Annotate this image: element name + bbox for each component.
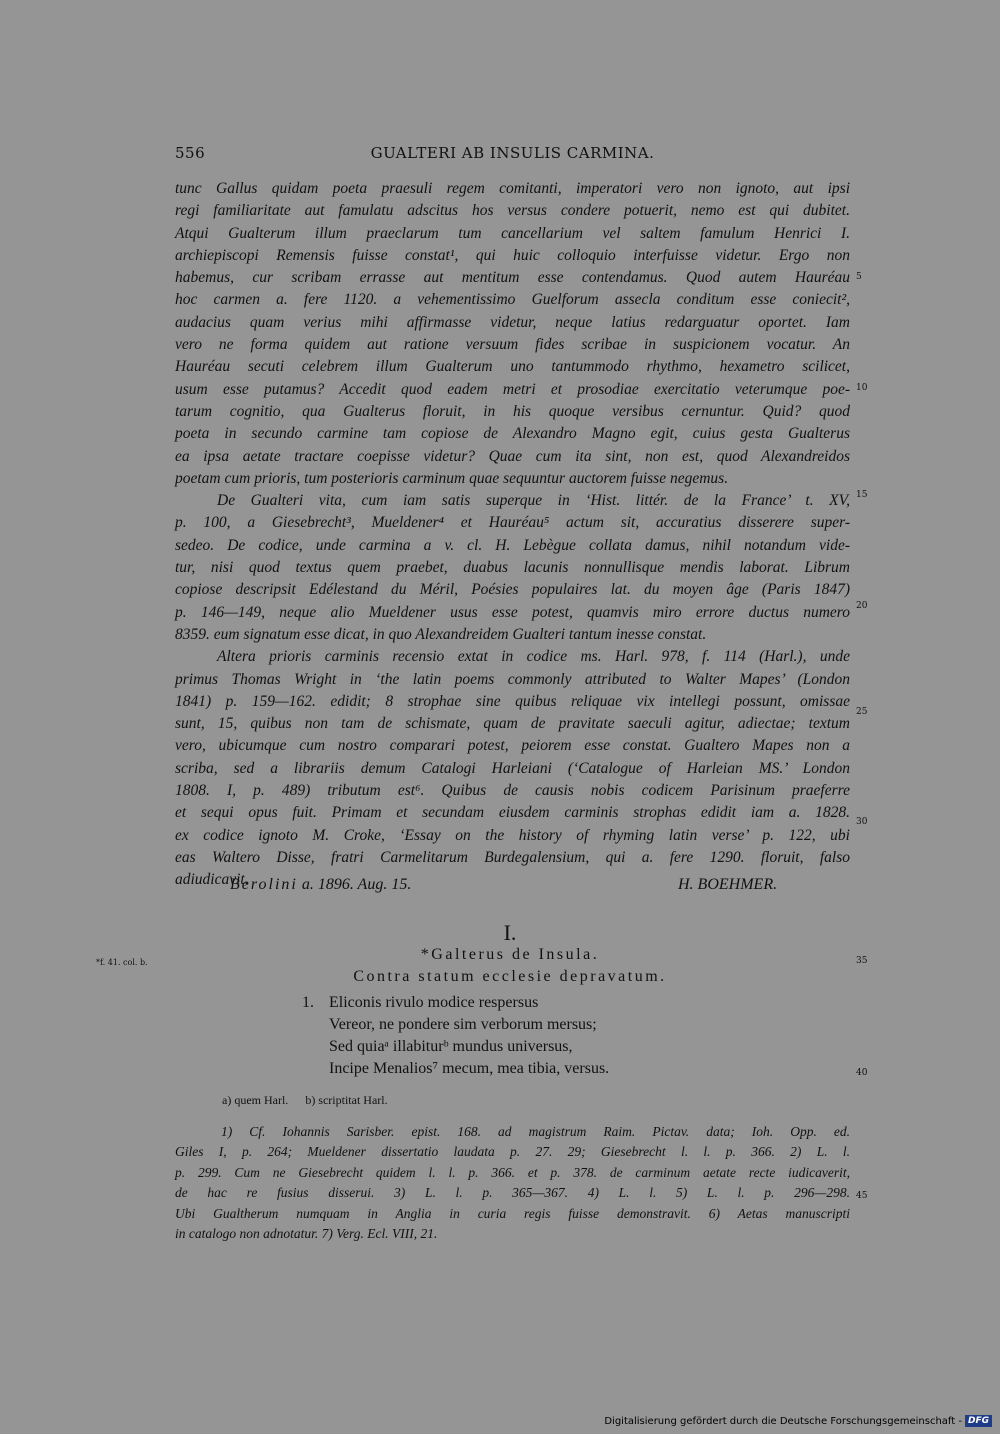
- footnote-line: 1) Cf. Iohannis Sarisber. epist. 168. ad magistrum Raim. Pictav. data; Ioh. Opp. ed.: [221, 1124, 850, 1139]
- line-number: 35: [856, 956, 868, 966]
- text-line: copiose descripsit Edélestand du Méril, Poésies populaires lat. du moyen âge (Paris 1847): [175, 581, 850, 599]
- poem-heading: *Galterus de Insula.: [420, 946, 600, 963]
- verse-line: Sed quiaᵃ illabiturᵇ mundus universus,: [329, 1038, 573, 1055]
- text-line: tunc Gallus quidam poeta praesuli regem comitanti, imperatori vero non ignoto, aut ipsi: [175, 180, 850, 197]
- line-number: 10: [856, 383, 868, 393]
- running-title: GUALTERI AB INSULIS CARMINA.: [370, 144, 655, 162]
- line-number: 45: [856, 1191, 868, 1201]
- line-number: 15: [856, 490, 868, 500]
- stanza-number: 1.: [302, 994, 314, 1011]
- text-line: regi familiaritate aut famulatu adscitus hos versus condere potuerit, nemo est qui dubitet.: [175, 202, 850, 220]
- text-line: audacius quam verius mihi affirmasse videtur, neque latius redarguatur oportet. Iam: [175, 313, 850, 331]
- text-line: 1841) p. 159—162. edidit; 8 strophae sine quibus reliquae vix intellegi possunt, omissae: [175, 692, 850, 710]
- signature-date: a. 1896. Aug. 15.: [301, 876, 412, 893]
- text-line: primus Thomas Wright in ‘the latin poems commonly attributed to Walter Mapes’ (London: [175, 670, 850, 688]
- digitization-credit: [604, 1415, 992, 1427]
- manuscript-reference: *f. 41. col. b.: [96, 958, 148, 967]
- introduction-text: [175, 178, 850, 892]
- signature-place-date: [230, 876, 411, 894]
- signature-place: Berolini: [230, 876, 298, 893]
- credit-text: Digitalisierung gefördert durch die Deutsche Forschungsgemeinschaft -: [604, 1415, 962, 1427]
- stanza: [302, 992, 609, 1080]
- text-line: adiudicavit.: [175, 871, 249, 889]
- text-line: et sequi opus fuit. Primam et secundam eiusdem carminis strophas edidit iam a. 1828.: [175, 804, 850, 822]
- footnote-line: in catalogo non adnotatur. 7) Verg. Ecl. VIII, 21.: [175, 1225, 438, 1241]
- verse-line: Vereor, ne pondere sim verborum mersus;: [329, 1016, 597, 1033]
- text-line: tarum cognitio, qua Gualterus floruit, in his quoque versibus cernuntur. Quid? quod: [175, 402, 850, 420]
- line-number: 25: [856, 707, 868, 717]
- text-line: 1808. I, p. 489) tributum est⁶. Quibus de causis nobis codicem Parisinum praeferre: [175, 782, 850, 800]
- text-line: vero, ubicumque cum nostro comparari potest, peiorem esse constat. Gualtero Mapes non a: [175, 737, 850, 755]
- line-number: 20: [856, 601, 868, 611]
- text-line: eas Waltero Disse, fratri Carmelitarum Burdegalensium, qui a. fere 1290. floruit, falso: [175, 848, 850, 866]
- variant-note: a) quem Harl.: [222, 1093, 289, 1107]
- verse-text: Eliconis rivulo modice respersus: [329, 994, 539, 1011]
- text-line: poetam cum prioris, tum posterioris carminum quae sequuntur auctorem fuisse negemus.: [175, 469, 729, 487]
- text-line: ex codice ignoto M. Croke, ‘Essay on the history of rhyming latin verse’ p. 122, ubi: [175, 826, 850, 844]
- poem-subheading: Contra statum ecclesie depravatum.: [353, 968, 667, 985]
- text-line: hoc carmen a. fere 1120. a vehementissimo Guelforum assecla conditum esse coniecit²,: [175, 291, 850, 309]
- line-number: 30: [856, 817, 868, 827]
- footnote-line: de hac re fusius disserui. 3) L. l. p. 365—367. 4) L. l. 5) L. l. p. 296—298.: [175, 1185, 850, 1201]
- text-line: tur, nisi quod textus quem praebet, duabus lacunis nonnullisque mendis laborat. Librum: [175, 559, 850, 577]
- text-line: sunt, 15, quibus non tam de schismate, quam de pravitate saeculi agitur, adiectae; textum: [175, 715, 850, 733]
- text-line: vero ne forma quidem aut ratione versuum fides scribae in suspicionem vocatur. An: [175, 336, 850, 354]
- signature-author: H. BOEHMER.: [678, 876, 778, 893]
- text-line: habemus, cur scribam errasse aut mentitum esse contendamus. Quod autem Hauréau: [175, 269, 850, 287]
- text-line: poeta in secundo carmine tam copiose de Alexandro Magno egit, cuius gesta Gualterus: [175, 425, 850, 443]
- line-number: 5: [856, 272, 862, 282]
- text-line: p. 100, a Giesebrecht³, Mueldener⁴ et Hauréau⁵ actum sit, accuratius disserere super-: [175, 514, 850, 532]
- verse-line: Incipe Menalios⁷ mecum, mea tibia, versus.: [329, 1060, 610, 1077]
- footnote-line: p. 299. Cum ne Giesebrecht quidem l. l. p. 366. et p. 378. de carminum aetate recte iudicaverit,: [175, 1164, 850, 1180]
- footnotes: [175, 1122, 850, 1244]
- footnote-line: Giles I, p. 264; Mueldener dissertatio laudata p. 27. 29; Giesebrecht l. l. p. 366. 2) L. l.: [175, 1144, 850, 1160]
- text-line: Hauréau secuti celebrem illum Gualterum uno tantummodo rhythmo, hexametro scilicet,: [175, 358, 850, 376]
- footnote-line: Ubi Gualtherum numquam in Anglia in curia regis fuisse demonstravit. 6) Aetas manuscripti: [175, 1205, 850, 1221]
- text-line: De Gualteri vita, cum iam satis superque in ‘Hist. littér. de la France’ t. XV,: [217, 492, 850, 510]
- verse-line: [302, 992, 609, 1014]
- text-line: sedeo. De codice, unde carmina a v. cl. H. Lebègue collata damus, nihil notandum vide-: [175, 536, 850, 554]
- page-number: 556: [175, 144, 206, 162]
- line-number: 40: [856, 1068, 868, 1078]
- text-line: ea ipsa aetate tractare coepisse videtur? Quae cum ita sint, non est, quod Alexandreidos: [175, 447, 850, 465]
- text-line: usum esse putamus? Accedit quod eadem metri et prosodiae exercitatio veterumque poe-: [175, 380, 850, 398]
- text-line: archiepiscopi Remensis fuisse constat¹, qui huic colloquio interfuisse videtur. Ergo non: [175, 246, 850, 264]
- text-line: scriba, sed a librariis demum Catalogi Harleiani (‘Catalogue of Harleian MS.’ London: [175, 759, 850, 777]
- text-line: p. 146—149, neque alio Mueldener usus esse potest, quamvis miro errore ductus numero: [175, 603, 850, 621]
- text-line: Atqui Gualterum illum praeclarum tum cancellarium vel saltem famulum Henrici I.: [175, 224, 850, 242]
- text-line: 8359. eum signatum esse dicat, in quo Alexandreidem Gualteri tantum inesse constat.: [175, 625, 707, 643]
- text-line: Altera prioris carminis recensio extat in codice ms. Harl. 978, f. 114 (Harl.), unde: [217, 648, 850, 666]
- poem-number: I.: [503, 920, 517, 945]
- critical-apparatus: [222, 1093, 402, 1108]
- dfg-logo: DFG: [965, 1415, 992, 1427]
- variant-note: b) scriptitat Harl.: [305, 1093, 388, 1107]
